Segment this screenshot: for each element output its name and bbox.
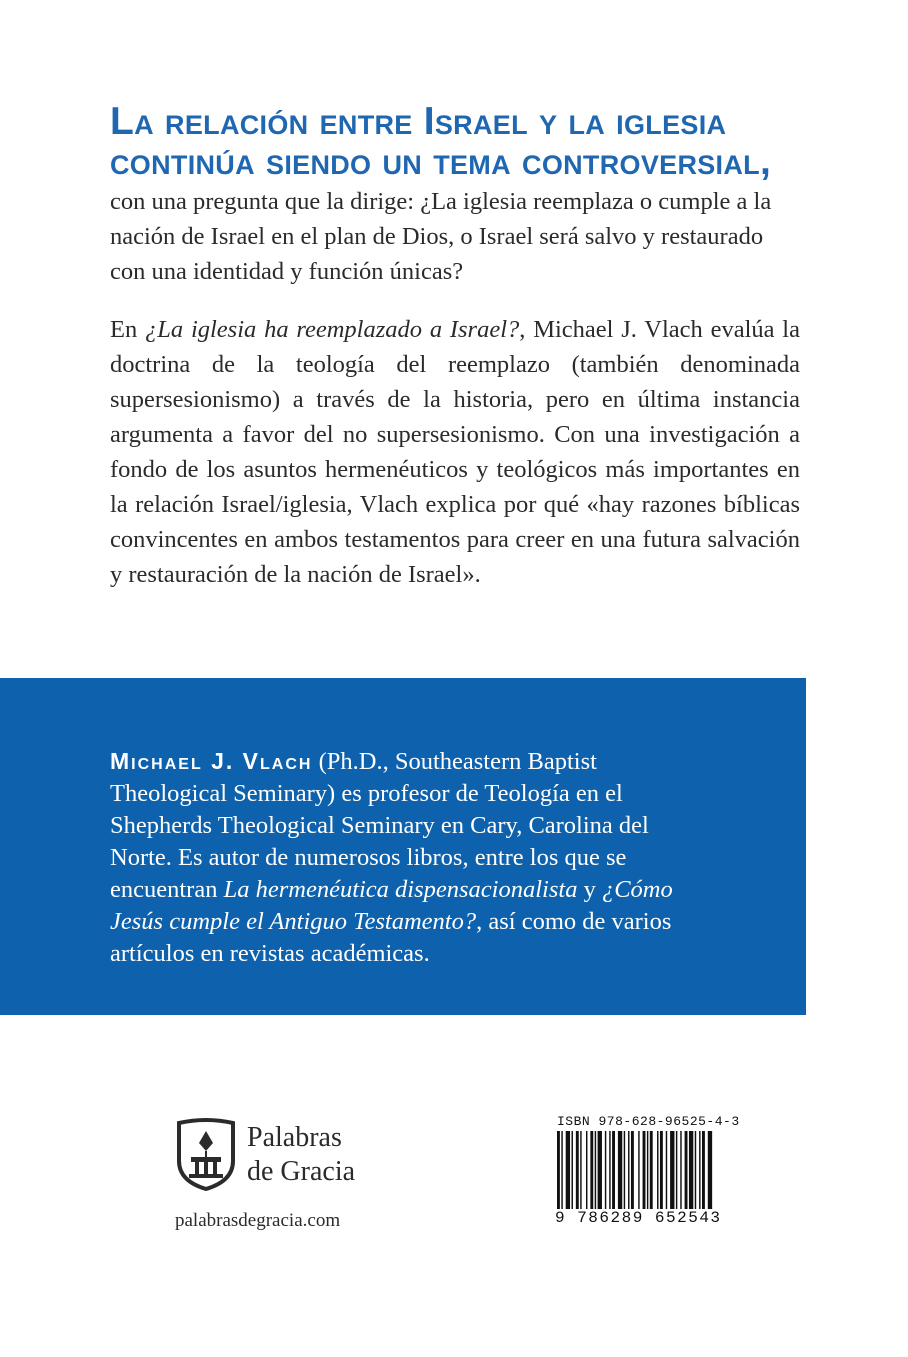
- barcode-bar: [566, 1131, 570, 1209]
- isbn-label: ISBN 978-628-96525-4-3: [557, 1114, 740, 1129]
- barcode-bar: [638, 1131, 639, 1209]
- barcode-bar: [670, 1131, 674, 1209]
- publisher-url: palabrasdegracia.com: [175, 1210, 341, 1231]
- barcode-bar: [609, 1131, 610, 1209]
- author-bio-part: y: [577, 876, 602, 903]
- barcode-bar: [631, 1131, 634, 1209]
- barcode-bar: [702, 1131, 705, 1209]
- description-body: , Michael J. Vlach evalúa la doctrina de la teología del reemplazo (también denominada supersesionismo) a través de la historia, pero en última instancia argumenta a favor del no supersesionismo. Con una investigación a fondo de los asuntos hermenéuticos y teológicos más importantes en la relación Israel/iglesia, Vlach explica por qué «hay razones bíblicas convincentes en ambos testamentos para creer en una futura salvación y restauración de la nación de Israel».: [110, 316, 800, 588]
- author-bio-part: (Ph.D., Southeastern Baptist Theological Seminary) es profesor de Teología en el Shepherds Theological Seminary en Cary, Carolina del Norte. Es autor de numerosos libros, entre los que se encuentran: [110, 748, 649, 903]
- barcode-bar: [689, 1131, 693, 1209]
- barcode-bar: [660, 1131, 663, 1209]
- description-paragraph: [110, 312, 800, 592]
- barcode-bar: [676, 1131, 677, 1209]
- isbn-barcode: [555, 1114, 765, 1227]
- barcode-bar: [680, 1131, 681, 1209]
- barcode-bar: [576, 1131, 579, 1209]
- barcode-bar: [708, 1131, 712, 1209]
- lectern-pen-shield-icon: [175, 1117, 237, 1191]
- barcode-bar: [595, 1131, 596, 1209]
- intro-text: con una pregunta que la dirige: ¿La iglesia reemplaza o cumple a la nación de Israel en el plan de Dios, o Israel será salvo y restaurado con una identidad y función únicas?: [110, 188, 772, 285]
- barcode-bar: [590, 1131, 593, 1209]
- publisher-name: [247, 1121, 355, 1189]
- barcode-bar: [628, 1131, 629, 1209]
- barcode-bar: [572, 1131, 573, 1209]
- barcode-bar: [605, 1131, 606, 1209]
- intro-paragraph: [110, 100, 800, 289]
- barcode-bar: [643, 1131, 646, 1209]
- book-title: ¿La iglesia ha reemplazado a Israel?: [145, 316, 520, 343]
- barcode-bar: [695, 1131, 696, 1209]
- author-bio: [110, 745, 710, 970]
- barcode-bar: [666, 1131, 667, 1209]
- barcode-bar: [586, 1131, 587, 1209]
- barcode-bar: [650, 1131, 653, 1209]
- author-book-1: La hermenéutica dispensacionalista: [223, 876, 578, 903]
- intro-section: [110, 100, 800, 617]
- barcode-bar: [557, 1131, 560, 1209]
- author-book-2: ¿Cómo Jesús cumple el Antiguo Testamento?: [110, 876, 673, 935]
- headline: La relación entre Israel y la iglesia continúa siendo un tema controversial,: [110, 100, 772, 183]
- barcode-bar: [699, 1131, 700, 1209]
- barcode-bar: [647, 1131, 648, 1209]
- barcode-bar: [580, 1131, 581, 1209]
- publisher-logo: [175, 1117, 395, 1197]
- barcode-bar: [612, 1131, 615, 1209]
- author-bio-part: , así como de varios artículos en revistas académicas.: [110, 908, 672, 967]
- author-name: Michael J. Vlach: [110, 748, 313, 774]
- barcode-bar: [561, 1131, 562, 1209]
- barcode-bar: [598, 1131, 602, 1209]
- barcode-bar: [657, 1131, 658, 1209]
- publisher-name-line1: Palabras: [247, 1122, 342, 1153]
- description-prefix: En: [110, 316, 146, 343]
- barcode-bar: [685, 1131, 688, 1209]
- barcode-bar: [624, 1131, 625, 1209]
- isbn-digits: 9 786289 652543: [555, 1209, 722, 1227]
- publisher-name-line2: de Gracia: [247, 1156, 356, 1187]
- barcode-bars: [555, 1131, 765, 1209]
- author-panel: [0, 678, 806, 1015]
- barcode-bar: [618, 1131, 622, 1209]
